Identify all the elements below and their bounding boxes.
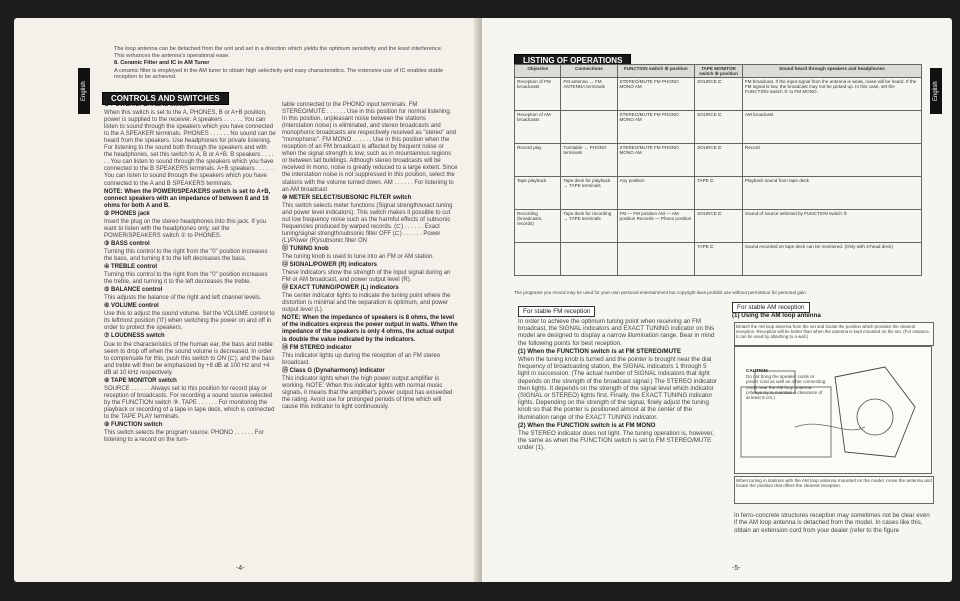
- control-heading: ⑫ SIGNAL/POWER (R) indicators: [282, 262, 378, 269]
- control-heading: ⑧ TAPE MONITOR switch: [104, 377, 177, 384]
- operations-table: [514, 64, 922, 276]
- control-heading: ⑬ EXACT TUNING/POWER (L) indicators: [282, 285, 399, 292]
- left-column-2: [282, 102, 458, 412]
- left-column-1: [104, 102, 276, 445]
- control-heading: ② PHONES jack: [104, 210, 150, 217]
- table-cell: Tape deck for playback → TAPE terminals: [561, 177, 617, 210]
- table-cell: SOURCE ⊏: [695, 78, 743, 111]
- table-cell: Tape playback: [515, 177, 561, 210]
- control-heading: ⑦ LOUDNESS switch: [104, 333, 165, 340]
- control-description: SOURCE . . . . . . Always set to this position for record play or reception of broadcasts. For recording a sound source selected by the FUNCTION switch ⑨. TAPE . . . . . . For monitoring the playback or recording of a tape in tape deck, which is connected to the TAPE PLAY terminals.: [104, 385, 275, 420]
- control-description: Turning this control to the right from the "0" position increases the treble, and turning it to the left decreases the treble.: [104, 272, 268, 286]
- table-row: [515, 210, 922, 243]
- language-tab: English: [78, 68, 90, 114]
- language-tab: English: [930, 68, 942, 114]
- table-cell: STEREO/MUTE FM PHONO MONO AM: [617, 111, 695, 144]
- page-number: -5-: [732, 565, 741, 572]
- left-page: [14, 18, 480, 582]
- table-cell: Record: [742, 144, 921, 177]
- fm-item-heading: (1) When the FUNCTION switch is at FM STEREO/MUTE: [518, 347, 681, 355]
- table-cell: Reception of FM broadcasts: [515, 78, 561, 111]
- table-row: [515, 111, 922, 144]
- intro-heading-8: 8. Ceramic Filter and IC in AM Tuner: [114, 60, 210, 67]
- control-heading: ⑭ FM STEREO indicator: [282, 344, 352, 351]
- control-description: This adjusts the balance of the right and left channel levels.: [104, 295, 262, 302]
- table-row: [515, 78, 922, 111]
- table-header-cell: Connections: [561, 65, 617, 78]
- table-cell: Turntable → PHONO terminals: [561, 144, 617, 177]
- table-header-cell: FUNCTION switch ⑨ position: [617, 65, 695, 78]
- control-heading: ⑨ FUNCTION switch: [104, 422, 163, 429]
- control-heading: ① POWER/SPEAKERS switch: [104, 102, 189, 108]
- control-description: When this switch is set to the A, PHONES, B or A+B position, power is supplied to the receiver. A speakers . . . . . . You can listen to sound through the speakers which you have connected to the A SPEAKER terminals. PHONES . . . . . . No sound can be heard from the speakers. Use headphones for private listening. For listening to the sound both through the speakers and with the headphones, set this switch to A, B or A+B. B speakers . . . . . . You can listen to sound through the speakers which you have connected to the B SPEAKERS terminals. A+B speakers . . . . . . You can listen to sound through the speakers which you have connected to the A and B SPEAKERS terminals.: [104, 110, 276, 187]
- intro-paragraph-1: The loop antenna can be detached from the unit and set in a direction which yields the optimum sensitivity and the least interference. This enhances the antenna's operational ease.: [114, 46, 443, 59]
- am-antenna-figure: [734, 346, 932, 474]
- control-heading: ⑪ TUNING knob: [282, 245, 329, 252]
- note-text: NOTE: When the impedance of speakers is 8 ohms, the level of the indicators express the power output in watts. When the impedance of the speakers is only 4 ohms, the actual output is double the value indicated by the indicators.: [282, 315, 458, 343]
- table-cell: Playback sound from tape deck: [742, 177, 921, 210]
- table-cell: STEREO/MUTE FM PHONO MONO AM: [617, 144, 695, 177]
- table-header-cell: TAPE MONITOR switch ⑧ position: [695, 65, 743, 78]
- page-number: -4-: [236, 565, 245, 572]
- table-cell: [561, 111, 617, 144]
- fm-column: [518, 318, 718, 453]
- caution-text: Do not bring the speaker cords or power cord as well as other connecting cords near the AM loop antenna. (Always try to maintain a clearance of at least 5 cm.): [746, 374, 826, 401]
- fm-item-heading: (2) When the FUNCTION switch is at FM MONO: [518, 421, 656, 429]
- control-description: These indicators show the strength of the input signal during an FM or AM broadcast, and power output level (R).: [282, 270, 451, 284]
- control-description: table connected to the PHONO input terminals. FM STEREO/MUTE . . . . . . Use in this position for normal listening. In this position, unpleasant noise between the stations (interstation noise) is eliminated, and stereo broadcasts and monophonic broadcasts are respectively received as "stereo" and "monophonic". FM MONO . . . . . . Use in this position when the reception of an FM broadcast is affected by frequent noise or when the signal strength is low, such as in mountainous regions or between tall buildings. Although stereo broadcasts will be received in mono, noise is greatly reduced to a large extent. Since the interstation noise is not suppressed in this position, select the stations with the volume turned down. AM . . . . . . For listening to an AM broadcast: [282, 102, 458, 193]
- table-header-cell: Sound heard through speakers and headphones: [742, 65, 921, 78]
- control-description: This switch selects the program source. PHONO . . . . . . For listening to a record on the turn-: [104, 430, 264, 444]
- table-cell: TAPE ⊏: [695, 177, 743, 210]
- table-cell: TAPE ⊏: [695, 243, 743, 276]
- table-cell: Record play: [515, 144, 561, 177]
- control-heading: ⑩ METER SELECT/SUBSONIC FILTER switch: [282, 194, 412, 201]
- fm-intro: In order to achieve the optimum tuning point when receiving an FM broadcast, the SIGNAL indicators and EXACT TUNING indicator on this model are designed to display a narrow illumination range. Bear in mind the following points for best reception.: [518, 318, 715, 347]
- am-subheading-wrap: [732, 312, 932, 320]
- am-reception-title: For stable AM reception: [732, 302, 810, 313]
- table-cell: SOURCE ⊏: [695, 210, 743, 243]
- control-heading: ⑥ VOLUME control: [104, 303, 159, 310]
- intro-paragraph-2: A ceramic filter is employed in the AM tuner to obtain high selectivity and easy characteristics. The extensive use of IC enables stable reception to be achieved.: [114, 67, 444, 81]
- table-cell: FM — FM position AM — AM position Records — Phono position: [617, 210, 695, 243]
- table-cell: [617, 243, 695, 276]
- control-description: Insert the plug on the stereo headphones into this jack. If you want to listen with the headphones only, set the POWER/SPEAKERS switch ① to PHONES.: [104, 218, 267, 239]
- table-cell: Sound of source selected by FUNCTION switch ⑨: [742, 210, 921, 243]
- table-cell: Sound recorded on tape deck can be monitored. (Only with 3-head deck): [742, 243, 921, 276]
- control-description: This indicator lights up during the reception of an FM stereo broadcast.: [282, 352, 441, 366]
- table-footnote: The programs you record may be used for your own personal entertainment but copyright laws prohibit use without permission for personal gain.: [514, 290, 808, 295]
- table-cell: Any position: [617, 177, 695, 210]
- table-cell: [561, 243, 617, 276]
- control-description: This switch selects meter functions (Signal strength/exact tuning and power level indicators). This switch makes it possible to cut out low frequency noise such as the harmful effects of subsonic frequencies produced by warped records. (⊏) . . . . . . Exact tuning/signal strength/subsonic filter OFF (⊏) . . . . . . Power (L)/Power (R)/subsonic filter ON: [282, 202, 453, 244]
- fm-reception-title: For stable FM reception: [518, 306, 595, 317]
- table-cell: FM antenna → FM ANTENNA terminals: [561, 78, 617, 111]
- table-header-cell: Objective: [515, 65, 561, 78]
- control-heading: ③ BASS control: [104, 240, 150, 247]
- table-cell: Tape deck for recording → TAPE terminals: [561, 210, 617, 243]
- control-description: Turning this control to the right from the "0" position increases the bass, and turning it to the left decreases the bass.: [104, 248, 268, 262]
- control-description: Due to the characteristics of the human ear, the bass and treble seem to drop off when the sound volume is decreased. In order to compensate for this, push this switch to ON (⊏), and the bass and treble will then be emphasized by +8 dB at 100 Hz and +4 dB at 10 kHz respectively.: [104, 341, 275, 376]
- table-cell: [515, 243, 561, 276]
- table-cell: Recording (broadcasts, records): [515, 210, 561, 243]
- control-heading: ④ TREBLE control: [104, 264, 158, 271]
- control-description: The tuning knob is used to tune into an FM or AM station.: [282, 253, 435, 260]
- fm-section-header: [518, 300, 595, 318]
- fm-item-text: The STEREO indicator does not light. The tuning operation is, however, the same as when the FUNCTION switch is set to FM STEREO/MUTE under (1).: [518, 430, 714, 452]
- control-heading: ⑤ BALANCE control: [104, 287, 163, 294]
- controls-switches-title: CONTROLS AND SWITCHES: [102, 92, 229, 105]
- table-row: [515, 177, 922, 210]
- am-mounted-box: When tuning in stations with the AM loop antenna mounted on the model, move the antenna and locate the position that offers the clearest reception.: [734, 476, 934, 504]
- fm-item-text: When the tuning knob is turned and the pointer is brought near the dial frequency of broadcasting station, the SIGNAL indicators 1 through 5 light in succession. (The actual number of SIGNAL indicators that light depends on the strength of the broadcast signal.) The STEREO indicator then lights. It depends on the strength of the signal level which indicator (SIGNAL or STEREO) lights first. Finally, the EXACT TUNING indicator lights. Depending on the strength of the signal, finely adjust the tuning knob so that the pointer is positioned almost at the center of the illumination range of the EXACT TUNING indicator.: [518, 356, 718, 421]
- table-cell: FM broadcast. If the input signal from the antenna is weak, noise will be heard. If the FM signal is low, the broadcast may not be picked up. In this case, set the FUNCTION switch ⑨ to FM MONO.: [742, 78, 921, 111]
- table-cell: SOURCE ⊏: [695, 111, 743, 144]
- intro-text: [114, 46, 444, 82]
- right-page: [482, 18, 952, 582]
- operations-table-wrap: [514, 64, 922, 288]
- antenna-illustration: [735, 347, 931, 473]
- am-instruction-box: Detach the AM loop antenna from the set and locate the position which provides the clearest reception. Reception will be better than when the antenna is kept mounted on the set. (For instance, it can be used by attaching to a wall.): [734, 322, 934, 346]
- control-description: The center indicator lights to indicate the tuning point where the distortion is minimal and the separation is optimum, and power output level (L).: [282, 293, 451, 314]
- table-cell: Reception of AM broadcasts: [515, 111, 561, 144]
- listing-operations-title: LISTING OF OPERATIONS: [514, 54, 631, 67]
- table-cell: SOURCE ⊏: [695, 144, 743, 177]
- control-heading: ⑮ Class G (Dynaharmony) indicator: [282, 367, 385, 374]
- table-row: [515, 243, 922, 276]
- control-description: This indicator lights when the high power output amplifier is working. NOTE: When this indicator lights with normal music signals, it means that the amplifier's power output has exceeded the rating. Avoid use for prolonged periods of time which will cause this indicator to light continuously.: [282, 375, 453, 410]
- am-note: In ferro-concrete structures reception may sometimes not be clear even if the AM loop antenna is detached from the model. In cases like this, obtain an extension cord from your dealer (refer to the figure: [734, 512, 930, 534]
- am-subheading: (1) Using the AM loop antenna: [732, 312, 821, 319]
- table-cell: STEREO/MUTE FM PHONO MONO AM: [617, 78, 695, 111]
- control-description: Use this to adjust the sound volume. Set the VOLUME control to its leftmost position ('0') when switching the power on and off in order to protect the speakers.: [104, 311, 275, 332]
- caution-box: [746, 368, 826, 401]
- caution-title: CAUTION:: [746, 368, 769, 373]
- note-text: NOTE: When the POWER/SPEAKERS switch is set to A+B, connect speakers with an impedance of between 8 and 16 ohms for both A and B.: [104, 188, 271, 209]
- table-cell: AM broadcast: [742, 111, 921, 144]
- table-row: [515, 144, 922, 177]
